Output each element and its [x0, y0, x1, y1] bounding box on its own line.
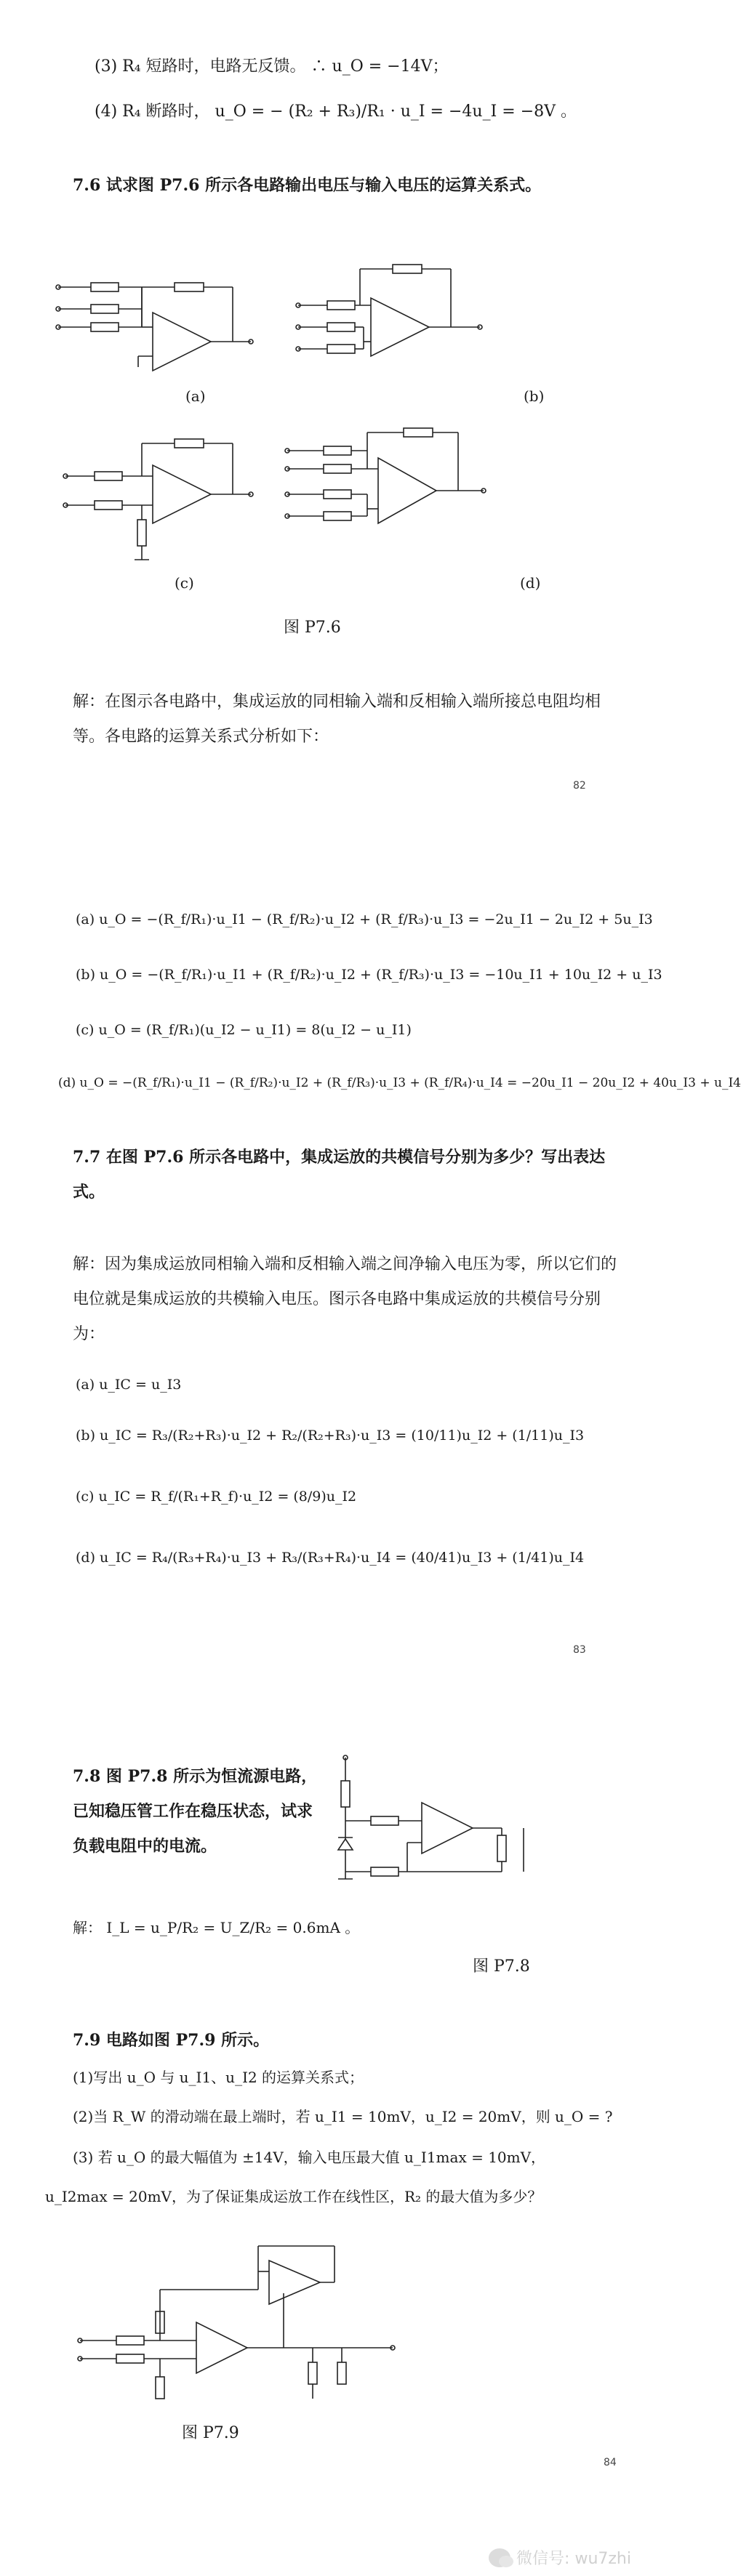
answer-line-3: (3) R₄ 短路时，电路无反馈。 ∴ u_O = −14V； — [95, 57, 449, 76]
figure-p7-9 — [73, 2231, 422, 2413]
question-7-8-heading: 7.8 图 P7.8 所示为恒流源电路，已知稳压管工作在稳压状态，试求负载电阻中的电流。 — [73, 1767, 318, 1856]
equation-7-7-b: (b) u_IC = R₃/(R₂+R₃)·u_I2 + R₂/(R₂+R₃)·u_I3 = (10/11)u_I2 + (1/11)u_I3 — [76, 1428, 585, 1444]
figure-p7-6 — [0, 218, 647, 625]
figure-label-d: (d) — [520, 574, 541, 592]
circuit-d — [285, 428, 486, 523]
circuit-b — [296, 265, 482, 356]
figure-label-b: (b) — [524, 387, 545, 405]
figure-label-c: (c) — [175, 574, 194, 592]
solution-7-6-text: 解：在图示各电路中，集成运放的同相输入端和反相输入端所接总电阻均相等。各电路的运算关系式分析如下： — [73, 693, 601, 746]
equation-7-7-d: (d) u_IC = R₄/(R₃+R₄)·u_I3 + R₃/(R₃+R₄)·u_I4 = (40/41)u_I3 + (1/41)u_I4 — [76, 1550, 585, 1566]
wechat-icon — [489, 2548, 510, 2567]
watermark — [489, 2546, 631, 2569]
page-number-84: 84 — [604, 2457, 617, 2468]
figure-label-a: (a) — [185, 387, 206, 405]
solution-7-8-text: 解： I_L = u_P/R₂ = U_Z/R₂ = 0.6mA 。 — [73, 1919, 360, 1936]
figure-title-p7-9: 图 P7.9 — [182, 2424, 239, 2442]
solution-7-7-text: 解：因为集成运放同相输入端和反相输入端之间净输入电压为零，所以它们的电位就是集成运放的共模输入电压。图示各电路中集成运放的共模信号分别为： — [73, 1255, 617, 1343]
page-number-82: 82 — [573, 780, 586, 792]
equation-7-6-a: (a) u_O = −(R_f/R₁)·u_I1 − (R_f/R₂)·u_I2 + (R_f/R₃)·u_I3 = −2u_I1 − 2u_I2 + 5u_I3 — [76, 911, 653, 927]
equation-7-7-c: (c) u_IC = R_f/(R₁+R_f)·u_I2 = (8/9)u_I2 — [76, 1489, 357, 1505]
question-7-7-heading: 7.7 在图 P7.6 所示各电路中，集成运放的共模信号分别为多少？写出表达式。 — [73, 1148, 606, 1202]
watermark-text: 微信号: wu7zhi — [516, 2550, 631, 2568]
question-7-9-item-3a: (3) 若 u_O 的最大幅值为 ±14V，输入电压最大值 u_I1max = 10mV， — [73, 2149, 546, 2166]
circuit-a — [56, 283, 253, 371]
page-number-83: 83 — [573, 1644, 586, 1656]
question-7-9-item-1: (1)写出 u_O 与 u_I1、u_I2 的运算关系式； — [73, 2069, 364, 2086]
equation-7-7-a: (a) u_IC = u_I3 — [76, 1377, 182, 1393]
equation-7-6-b: (b) u_O = −(R_f/R₁)·u_I1 + (R_f/R₂)·u_I2 + (R_f/R₃)·u_I3 = −10u_I1 + 10u_I2 + u_I3 — [76, 967, 662, 983]
question-7-9-item-2: (2)当 R_W 的滑动端在最上端时，若 u_I1 = 10mV，u_I2 = 20mV，则 u_O = ? — [73, 2108, 613, 2125]
answer-line-4: (4) R₄ 断路时， u_O = − (R₂ + R₃)/R₁ · u_I = −4u_I = −8V 。 — [95, 102, 577, 121]
figure-title-p7-8: 图 P7.8 — [473, 1957, 530, 1976]
question-7-6-heading: 7.6 试求图 P7.6 所示各电路输出电压与输入电压的运算关系式。 — [73, 176, 542, 195]
question-7-9-item-3b: u_I2max = 20mV，为了保证集成运放工作在线性区，R₂ 的最大值为多少？ — [45, 2188, 542, 2205]
equation-7-6-c: (c) u_O = (R_f/R₁)(u_I2 − u_I1) = 8(u_I2 − u_I1) — [76, 1022, 412, 1038]
figure-title-p7-6: 图 P7.6 — [284, 619, 341, 637]
equation-7-6-d: (d) u_O = −(R_f/R₁)·u_I1 − (R_f/R₂)·u_I2 + (R_f/R₃)·u_I3 + (R_f/R₄)·u_I4 = −20u_I1 − 20u_I2 + 40u_I3 + u_I4 — [58, 1076, 741, 1090]
question-7-9-heading: 7.9 电路如图 P7.9 所示。 — [73, 2031, 270, 2050]
figure-p7-8 — [327, 1752, 545, 1904]
circuit-c — [63, 439, 253, 560]
